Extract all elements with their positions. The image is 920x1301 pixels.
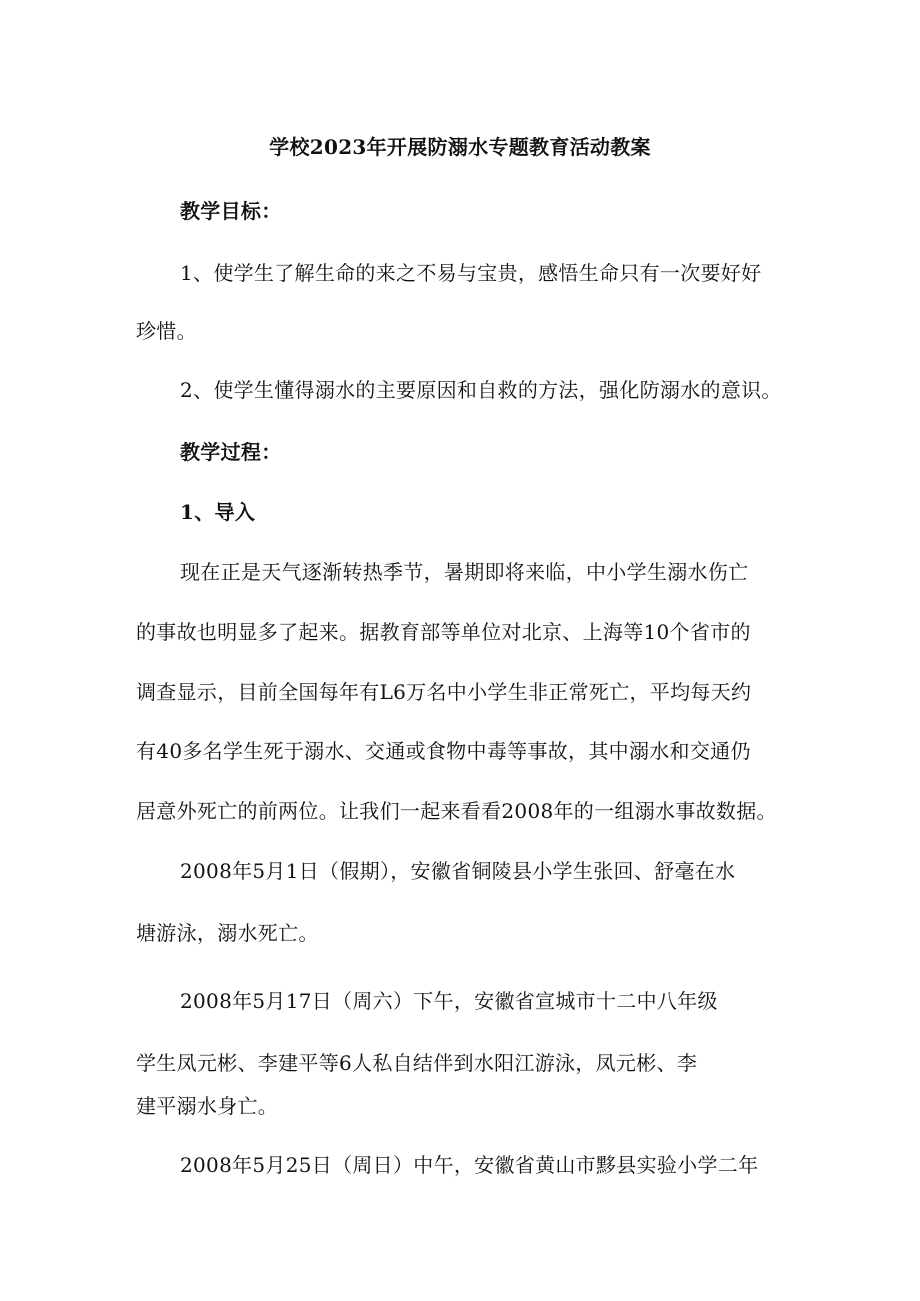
heading-teaching-goals: 教学目标： bbox=[180, 199, 282, 223]
paragraph-line: 有40多名学生死于溺水、交通或食物中毒等事故，其中溺水和交通仍 bbox=[136, 739, 751, 763]
paragraph-line: 学生凤元彬、李建平等6人私自结伴到水阳江游泳，凤元彬、李 bbox=[136, 1051, 698, 1075]
paragraph-line: 珍惜。 bbox=[136, 319, 197, 343]
paragraph-line: 居意外死亡的前两位。让我们一起来看看2008年的一组溺水事故数据。 bbox=[136, 799, 777, 823]
heading-introduction: 1、导入 bbox=[180, 500, 256, 524]
paragraph-line: 2、使学生懂得溺水的主要原因和自救的方法，强化防溺水的意识。 bbox=[180, 378, 782, 402]
paragraph-line: 的事故也明显多了起来。据教育部等单位对北京、上海等10个省市的 bbox=[136, 620, 751, 644]
paragraph-line: 2008年5月25日（周日）中午，安徽省黄山市黟县实验小学二年 bbox=[180, 1153, 759, 1177]
paragraph-line: 调查显示，目前全国每年有L6万名中小学生非正常死亡，平均每天约 bbox=[136, 680, 752, 704]
document-title: 学校2023年开展防溺水专题教育活动教案 bbox=[269, 135, 651, 159]
paragraph-line: 2008年5月1日（假期），安徽省铜陵县小学生张回、舒毫在水 bbox=[180, 859, 736, 883]
paragraph-line: 2008年5月17日（周六）下午，安徽省宣城市十二中八年级 bbox=[180, 989, 718, 1013]
heading-teaching-process: 教学过程： bbox=[180, 440, 282, 464]
paragraph-line: 建平溺水身亡。 bbox=[136, 1094, 279, 1118]
paragraph-line: 现在正是天气逐渐转热季节，暑期即将来临，中小学生溺水伤亡 bbox=[180, 560, 749, 584]
paragraph-line: 1、使学生了解生命的来之不易与宝贵，感悟生命只有一次要好好 bbox=[180, 261, 762, 285]
paragraph-line: 塘游泳，溺水死亡。 bbox=[136, 921, 319, 945]
